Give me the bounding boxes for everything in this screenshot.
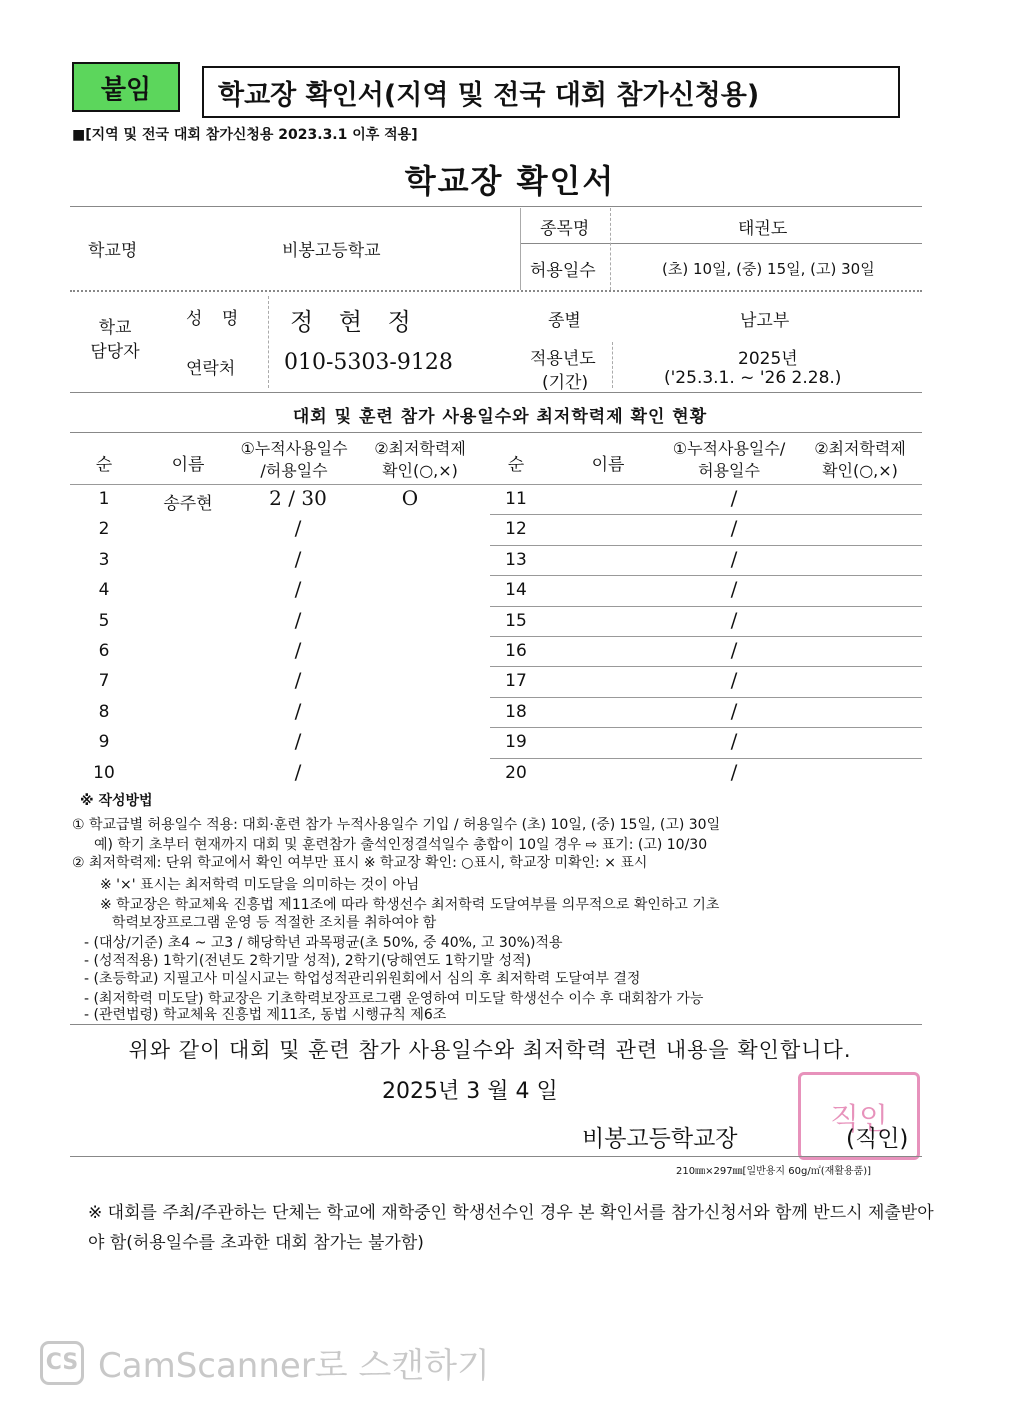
document-title: 학교장 확인서 <box>404 162 616 200</box>
row-used-days: / <box>294 668 302 693</box>
camscanner-watermark <box>40 1338 490 1387</box>
instruction-line: ※ 학교장은 학교체육 진흥법 제11조에 따라 학생선수 최저학력 도달여부를 의무적으로 확인하고 기초 <box>100 897 720 913</box>
info-split-line <box>70 290 922 292</box>
row-number: 8 <box>98 701 110 722</box>
instruction-line: 학력보장프로그램 운영 등 적절한 조치를 취하여야 함 <box>112 915 437 931</box>
instruction-line: 예) 학기 초부터 현재까지 대회 및 훈련참가 출석인정결석일수 총합이 10일 경우 ⇨ 표기: (고) 10/30 <box>94 837 708 853</box>
instruction-line: - (성적적용) 1학기(전년도 2학기말 성적), 2학기(당해연도 1학기말 성적) <box>84 953 532 969</box>
row-used-days: / <box>294 546 302 571</box>
info-divider <box>612 342 613 388</box>
school-value: 비봉고등학교 <box>282 241 381 261</box>
row-used-days: / <box>730 759 738 784</box>
info-divider <box>520 208 521 290</box>
submission-footnote: ※ 대회를 주최/주관하는 단체는 학교에 재학중인 학생선수인 경우 본 확인서를 참가신청서와 함께 반드시 제출받아야 함(허용일수를 초과한 대회 참가는 불가함) <box>88 1203 934 1253</box>
th-used-left: ①누적사용일수 /허용일수 <box>240 439 348 480</box>
row-used-days: / <box>730 546 738 571</box>
row-used-days: / <box>294 698 302 723</box>
row-used-days: / <box>730 638 738 662</box>
attachment-tag: 붙임 <box>72 62 180 112</box>
row-used-days: / <box>730 668 738 693</box>
table-row-line <box>490 727 922 728</box>
row-number: 3 <box>98 549 110 570</box>
period-value: ('25.3.1. ~ '26 2.28.) <box>664 368 842 388</box>
row-number: 13 <box>505 549 527 570</box>
row-number: 2 <box>98 519 110 540</box>
row-used-days: / <box>730 698 738 723</box>
row-number: 5 <box>98 610 110 631</box>
row-used-days: / <box>730 729 738 754</box>
official-seal-stamp: 직인 <box>798 1072 920 1160</box>
table-row-line <box>490 758 922 759</box>
row-used-days: / <box>730 607 738 632</box>
row-number: 10 <box>93 762 115 783</box>
year-value: 2025년 <box>738 349 798 369</box>
contact-value: 010-5303-9128 <box>284 350 453 375</box>
row-used-days: / <box>730 486 738 510</box>
allowed-days-value: (초) 10일, (중) 15일, (고) 30일 <box>662 260 875 278</box>
table-top-line <box>70 432 922 433</box>
camscanner-text: CamScanner로 스캔하기 <box>98 1346 490 1386</box>
row-number: 18 <box>505 701 527 722</box>
row-number: 14 <box>505 580 527 601</box>
row-used-days: / <box>294 729 302 754</box>
row-number: 15 <box>505 610 527 631</box>
row-number: 7 <box>98 671 110 692</box>
row-used-days: 2 / 30 <box>269 486 327 510</box>
instruction-line: - (관련법령) 학교체육 진흥법 제11조, 동법 시행규칙 제6조 <box>84 1007 447 1023</box>
applicability-note: ■[지역 및 전국 대회 참가신청용 2023.3.1 이후 적용] <box>72 127 418 143</box>
row-number: 17 <box>505 671 527 692</box>
instruction-line: - (대상/기준) 초4 ~ 고3 / 해당학년 과목평균(초 50%, 중 40%, 고 30%)적용 <box>84 935 563 951</box>
row-used-days: / <box>294 516 302 541</box>
row-used-days: / <box>294 638 302 662</box>
table-row-line <box>490 666 922 667</box>
paper-spec: 210㎜×297㎜[일반용지 60g/㎡(재활용품)] <box>676 1166 872 1177</box>
name-value: 정 현 정 <box>290 308 411 336</box>
year-sub-label: (기간) <box>542 373 589 393</box>
row-number: 12 <box>505 519 527 540</box>
instructions-bottom-line <box>70 1024 922 1025</box>
row-number: 6 <box>98 641 110 661</box>
seal-mark-label: (직인) <box>846 1126 909 1152</box>
info-mid-line <box>520 243 922 244</box>
row-number: 9 <box>98 732 110 753</box>
row-number: 19 <box>505 732 527 753</box>
row-number: 16 <box>505 641 527 661</box>
category-label: 종별 <box>548 311 581 331</box>
camscanner-logo-icon: CS <box>40 1341 84 1385</box>
info-bottom-line <box>70 392 922 393</box>
section-title: 대회 및 훈련 참가 사용일수와 최저학력제 확인 현황 <box>292 407 708 427</box>
issue-date: 2025년 3 월 4 일 <box>382 1079 558 1104</box>
table-row-line <box>490 575 922 576</box>
confirmation-statement: 위와 같이 대회 및 훈련 참가 사용일수와 최저학력 관련 내용을 확인합니다. <box>128 1038 852 1062</box>
row-used-days: / <box>294 759 302 784</box>
th-name-left: 이름 <box>171 455 205 475</box>
principal-signature-name: 비봉고등학교장 <box>582 1126 738 1152</box>
event-label: 종목명 <box>540 219 590 239</box>
row-used-days: / <box>730 577 738 602</box>
row-number: 4 <box>98 580 110 601</box>
category-value: 남고부 <box>740 311 790 331</box>
row-number: 11 <box>505 489 527 509</box>
row-used-days: / <box>294 607 302 632</box>
manager-label: 학교 담당자 <box>90 318 140 362</box>
row-name: 송주현 <box>163 494 213 514</box>
th-name-right: 이름 <box>591 455 625 475</box>
form-title-box: 학교장 확인서(지역 및 전국 대회 참가신청용) <box>202 66 900 118</box>
year-label: 적용년도 <box>530 349 596 369</box>
row-used-days: / <box>294 577 302 602</box>
th-used-right: ①누적사용일수/ 허용일수 <box>672 439 786 480</box>
row-min-check: O <box>401 486 419 510</box>
instruction-line: ② 최저학력제: 단위 학교에서 확인 여부만 표시 ※ 학교장 확인: ○표시, 학교장 미확인: × 표시 <box>72 855 648 871</box>
instruction-line: - (초등학교) 지필고사 미실시교는 학업성적관리위원회에서 심의 후 최저학력 도달여부 결정 <box>84 971 641 987</box>
th-no-left: 순 <box>95 455 113 475</box>
th-min-right: ②최저학력제 확인(○,×) <box>814 439 906 480</box>
info-top-line <box>70 206 922 207</box>
table-row-line <box>490 697 922 698</box>
table-row-line <box>490 545 922 546</box>
instruction-line: - (최저학력 미도달) 학교장은 기초학력보장프로그램 운영하여 미도달 학생선수 이수 후 대회참가 가능 <box>84 991 704 1007</box>
table-row-line <box>490 514 922 515</box>
contact-label: 연락처 <box>186 359 236 379</box>
table-row-line <box>490 606 922 607</box>
name-label: 성 명 <box>186 309 239 329</box>
row-number: 20 <box>505 762 527 783</box>
instruction-line: ※ 작성방법 <box>80 793 153 809</box>
event-value: 태권도 <box>738 219 788 239</box>
th-min-left: ②최저학력제 확인(○,×) <box>374 439 466 480</box>
info-divider <box>610 208 611 290</box>
table-row-line <box>490 636 922 637</box>
th-no-right: 순 <box>507 455 525 475</box>
row-number: 1 <box>98 489 110 509</box>
row-used-days: / <box>730 516 738 541</box>
instruction-line: ① 학교급별 허용일수 적용: 대회·훈련 참가 누적사용일수 기입 / 허용일수 (초) 10일, (중) 15일, (고) 30일 <box>72 817 721 833</box>
school-label: 학교명 <box>88 241 138 261</box>
signature-bottom-line <box>70 1156 922 1157</box>
table-header-line <box>70 484 922 485</box>
instruction-line: ※ '×' 표시는 최저학력 미도달을 의미하는 것이 아님 <box>100 877 420 893</box>
info-divider <box>268 296 269 388</box>
allowed-days-label: 허용일수 <box>530 261 596 281</box>
